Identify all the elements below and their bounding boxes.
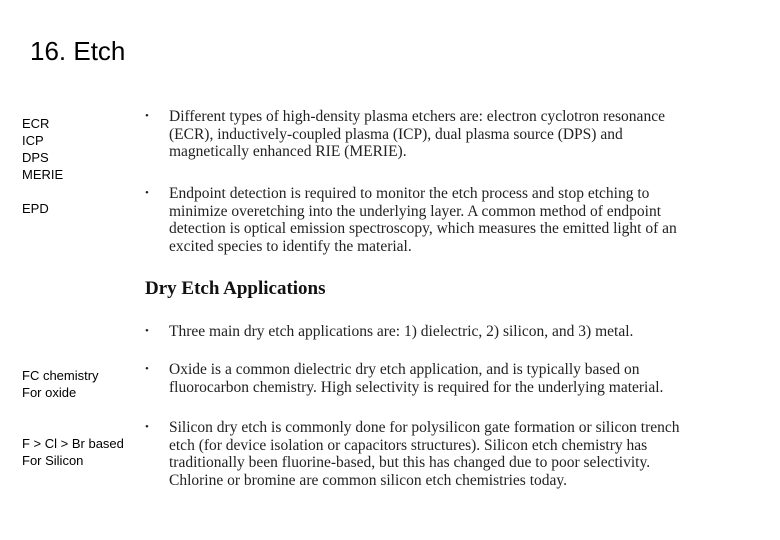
bullet-line: Silicon dry etch is commonly done for polysilicon gate formation or silicon trench — [169, 419, 680, 436]
bullet-line: excited species to identify the material. — [169, 237, 412, 255]
bullet-etcher-types — [145, 108, 720, 161]
bullet-dot: • — [145, 325, 149, 337]
bullet-applications — [145, 323, 720, 341]
section-heading: Dry Etch Applications — [145, 278, 326, 299]
bullet-line: traditionally been fluorine-based, but this has changed due to poor selectivity. — [169, 454, 651, 471]
bullet-line: Three main dry etch applications are: 1) dielectric, 2) silicon, and 3) metal. — [169, 323, 634, 340]
note-etcher-types — [22, 115, 63, 183]
bullet-line: (ECR), inductively-coupled plasma (ICP), dual plasma source (DPS) and — [169, 125, 623, 143]
note-endpoint — [22, 200, 49, 217]
bullet-dot: • — [145, 110, 149, 122]
note-line: ICP — [22, 133, 44, 148]
bullet-line: magnetically enhanced RIE (MERIE). — [169, 143, 407, 160]
bullet-endpoint — [145, 185, 720, 255]
bullet-line: Endpoint detection is required to monitor the etch process and stop etching to — [169, 185, 650, 202]
bullet-dot: • — [145, 363, 149, 375]
bullet-dot: • — [145, 187, 149, 199]
note-line: MERIE — [22, 167, 64, 182]
note-line: F > Cl > Br based — [22, 436, 124, 451]
note-oxide — [22, 367, 99, 401]
note-line: ECR — [22, 116, 50, 131]
note-line: For Silicon — [22, 453, 84, 468]
bullet-line: detection is optical emission spectroscopy, which measures the emitted light of an — [169, 220, 677, 237]
note-line: DPS — [22, 150, 49, 165]
note-line: For oxide — [22, 385, 77, 400]
bullet-line: minimize overetching into the underlying layer. A common method of endpoint — [169, 202, 662, 220]
slide-title: 16. Etch — [30, 36, 126, 66]
bullet-line: fluorocarbon chemistry. High selectivity is required for the underlying material. — [169, 378, 664, 396]
bullet-line: Chlorine or bromine are common silicon etch chemistries today. — [169, 471, 568, 489]
document-excerpt — [145, 108, 720, 493]
note-line: EPD — [22, 201, 49, 216]
bullet-line: etch (for device isolation or capacitors structures). Silicon etch chemistry has — [169, 436, 648, 454]
bullet-line: Different types of high-density plasma etchers are: electron cyclotron resonance — [169, 108, 665, 125]
bullet-line: Oxide is a common dielectric dry etch application, and is typically based on — [169, 361, 640, 378]
note-silicon — [22, 435, 124, 469]
bullet-silicon — [145, 419, 720, 489]
bullet-oxide — [145, 361, 720, 396]
bullet-dot: • — [145, 421, 149, 433]
note-line: FC chemistry — [22, 368, 99, 383]
